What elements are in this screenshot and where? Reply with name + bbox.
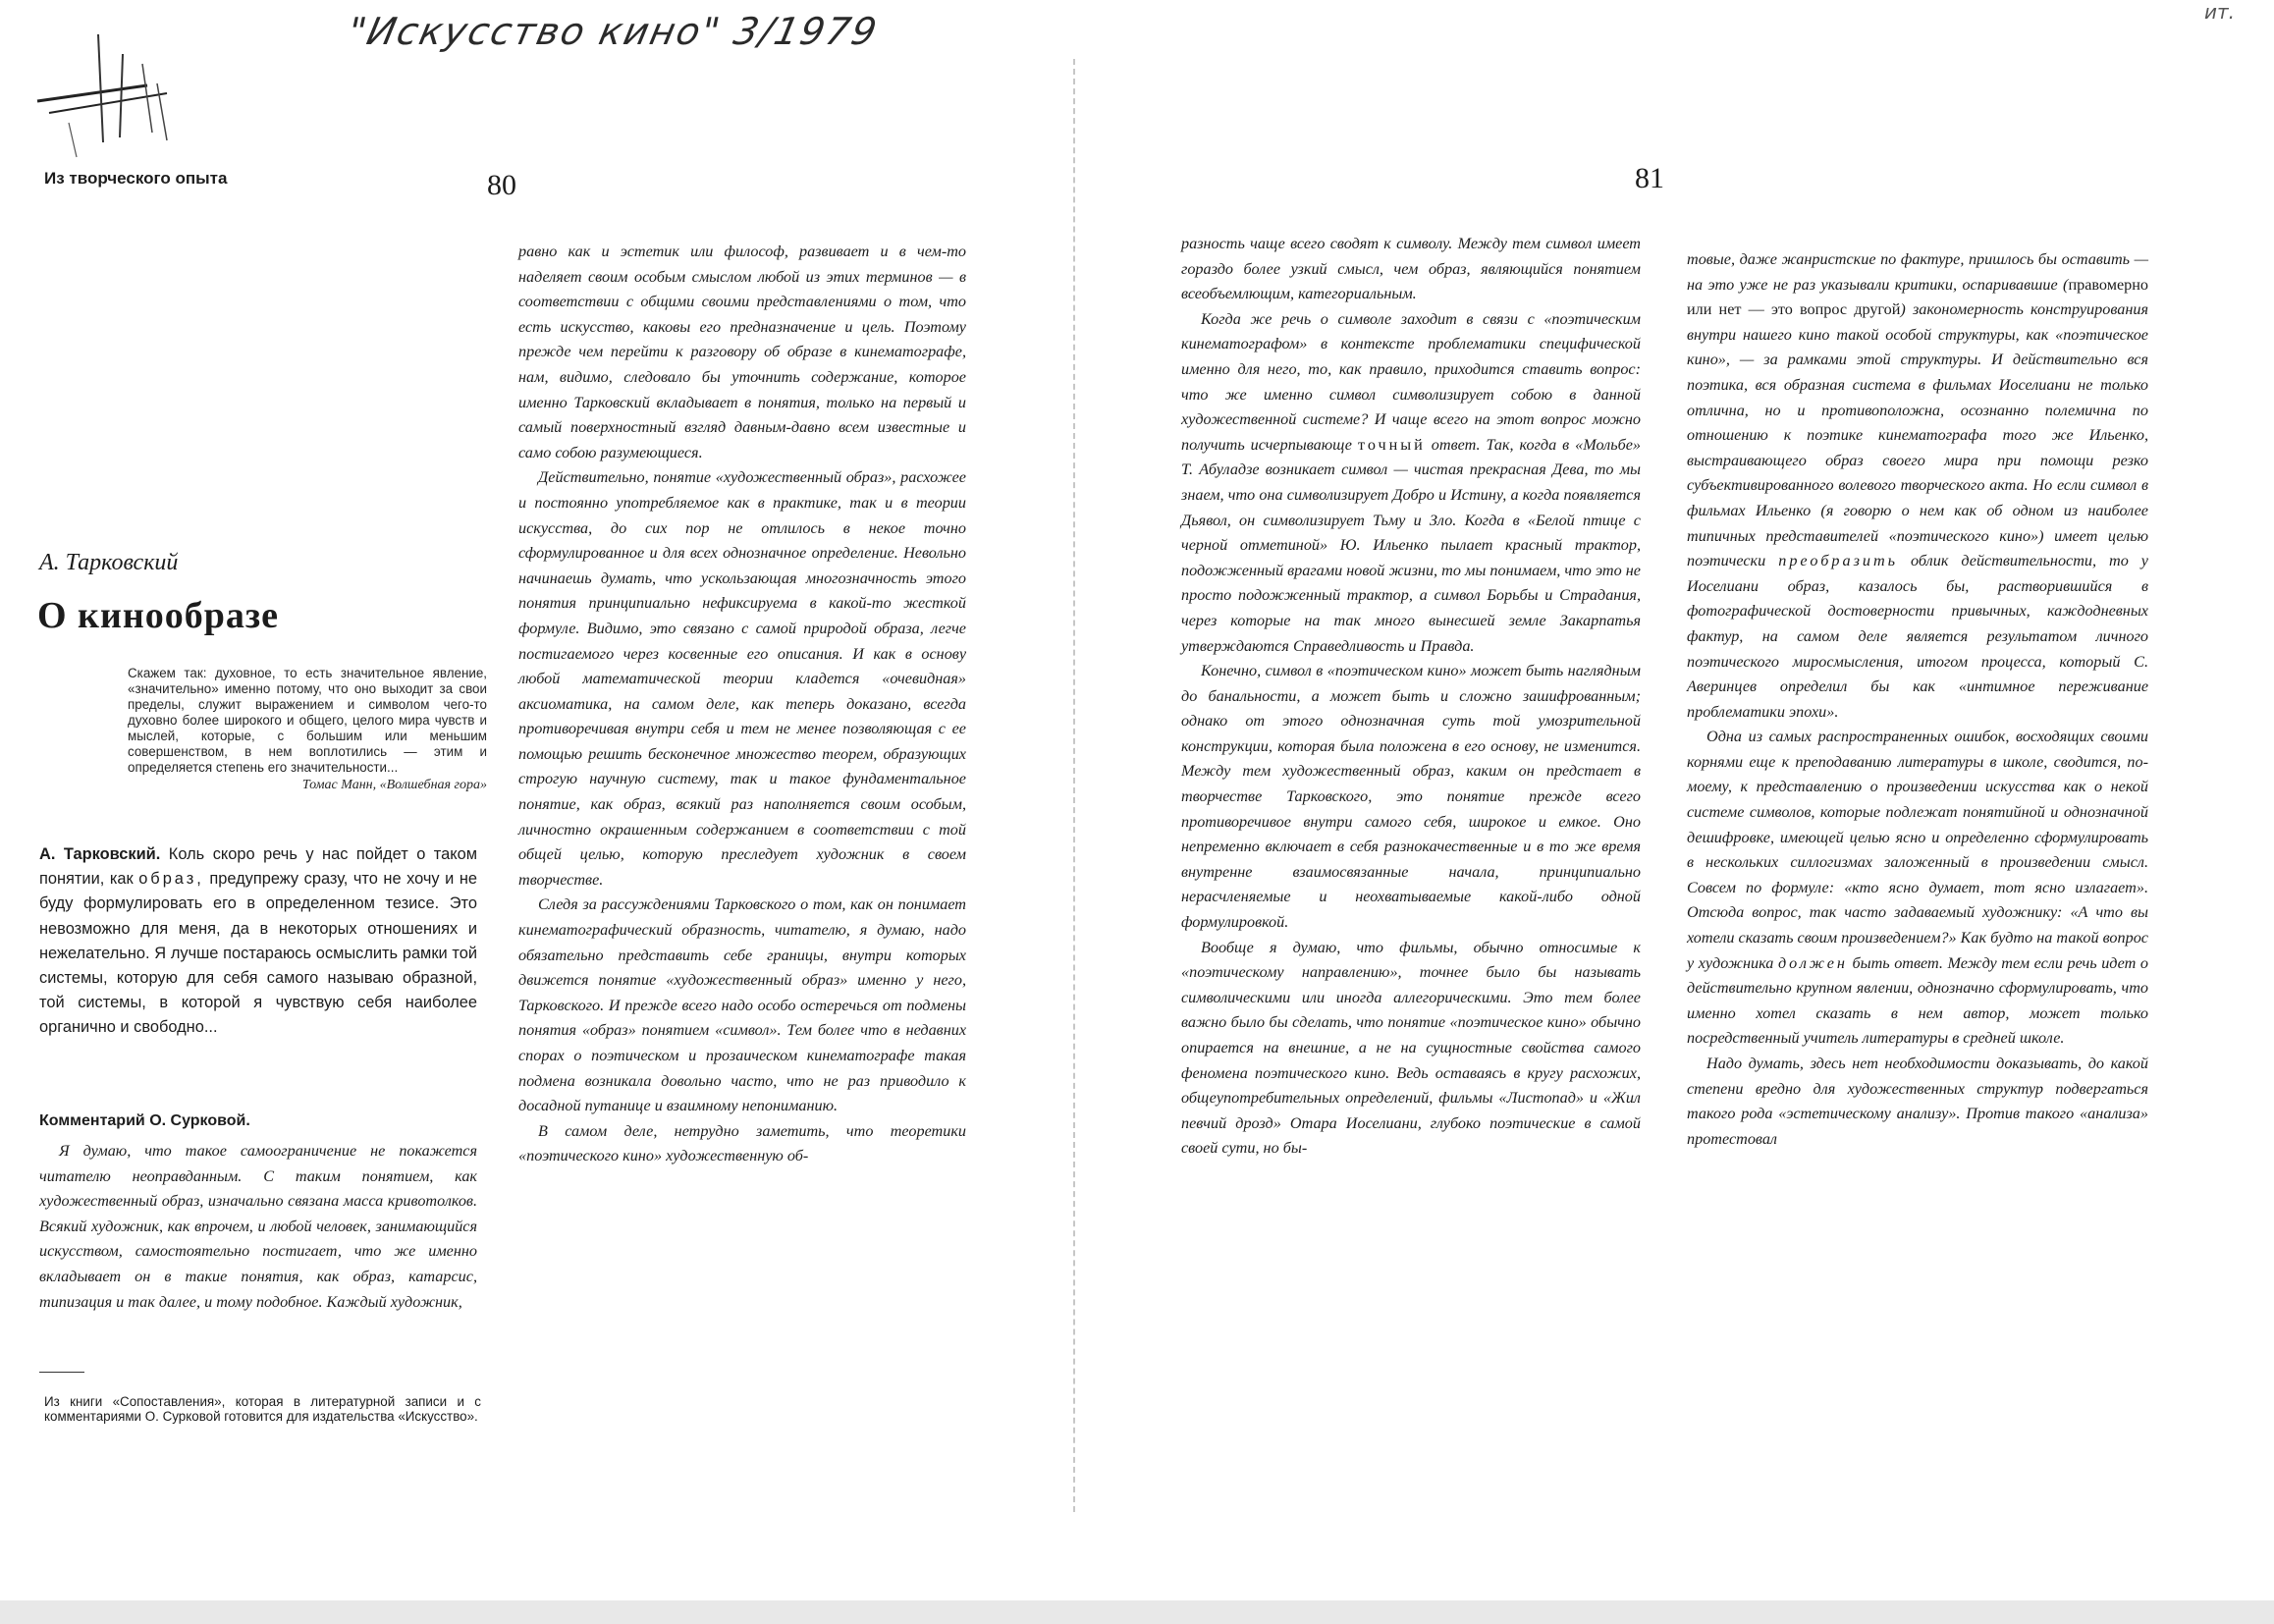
right-col2-paragraph: Надо думать, здесь нет необходимости доказывать, до какой степени вредно для художественных структур подвергаться такого рода «эстетическому анализу». Против такого «анализа» протестовал <box>1687 1055 2148 1148</box>
intro-text-a: Коль скоро речь у нас пойдет о таком понятии, как <box>39 845 477 889</box>
article-title: О кинообразе <box>37 595 280 636</box>
footnote-rule <box>39 1372 84 1373</box>
right-col1-paragraph: разность чаще всего сводят к символу. Между тем символ имеет гораздо более узкий смысл, чем образ, являющийся понятием всеобъемлющим, категориальным. <box>1181 235 1641 303</box>
page-gutter <box>1073 59 1078 1512</box>
spaced-word: преобразить <box>1778 552 1899 570</box>
spaced-word: точный <box>1357 435 1426 454</box>
section-label: Из творческого опыта <box>44 169 228 188</box>
page-number-right: 81 <box>1635 162 1664 194</box>
text-run: ) закономерность конструирования внутри нашего кино такой особой структуры, как «поэтическое кино», — за рамками этой структуры. И действительно вся поэтика, вся образная система в фильмах Иоселиани не только отлична, но и противоположна, осознанно полемична по отношению к поэтике кинематографа того же Ильенко, выстраивающего образ своего мира при помощи резко субъективированного волевого творческого акта. Но если символ в фильмах Ильенко (я говорю о нем как об одном из наиболее типичных представителей «поэтического кино») имеет целью поэтически <box>1687 300 2149 570</box>
intro-paragraph <box>39 842 477 1041</box>
right-col1-paragraph: Конечно, символ в «поэтическом кино» может быть наглядным до банальности, а может быть и сложно зашифрованным; однако от этого однозначная суть той умозрительной конструкции, которая была положена в его основу, не изменится. Между тем художественный образ, каким он предстает в творчестве Тарковского, это понятие прежде всего противоречивое внутри самого себя, широкое и емкое. Оно непременно включает в себя разнокачественные и в то же время внутренне взаимосвязанные начала, принципиально нерасчленяемые и неохватываемые какой-либо одной формулировкой. <box>1181 662 1641 932</box>
left-col2-paragraph: равно как и эстетик или философ, развивает и в чем-то наделяет своим особым смыслом любой из этих терминов — в соответствии с общими своими представлениями о том, что есть искусство, каковы его предназначение и цель. Поэтому прежде чем перейти к разговору об образе в кинематографе, нам, видимо, следовало бы уточнить содержание, которое именно Тарковский вкладывает в понятия, только на первый и самый поверхностный взгляд давным-давно всем известные и само собою разумеющиеся. <box>518 243 966 461</box>
intro-spaced-word: образ, <box>138 870 204 889</box>
right-page-column-2 <box>1687 247 2148 1152</box>
epigraph-text: Скажем так: духовное, то есть значительное явление, «значительно» именно потому, что оно выходит за свои пределы, служит выражением и символом чего-то духовно более широкого и общего, целого мира чувств и мыслей, которые, с большим или меньшим совершенством, в нем воплотились — этим и определяется степень его значительности... <box>128 666 487 775</box>
text-run: Когда же речь о символе заходит в связи с «поэтическим кинематографом» в контексте проблематики специфической именно для него, то, как правило, приходится ставить вопрос: что же именно символ символизирует собою в данной художественной системе? И чаще всего на этот вопрос можно получить исчерпывающе <box>1181 309 1641 454</box>
scan-bottom-edge <box>0 1600 2274 1624</box>
left-page-column-2 <box>518 240 966 1169</box>
intro-speaker: А. Тарковский. <box>39 845 161 863</box>
comment-heading: Комментарий О. Сурковой. <box>39 1112 250 1129</box>
text-run: Одна из самых распространенных ошибок, восходящих своими корнями еще к преподаванию литературы в школе, сводится, по-моему, к представлению о произведении искусства как о некой системе символов, которые подлежат понятийной и однозначной дешифровке, имеющей целью ясно и определенно сформулировать в нескольких силлогизмах заложенный в произведении смысл. Совсем по формуле: «кто ясно думает, тот ясно излагает». Отсюда вопрос, так часто задаваемый художнику: «А что вы хотели сказать своим произведением?» Как будто на такой вопрос у художника <box>1687 728 2148 972</box>
page-number-left: 80 <box>487 169 516 201</box>
left-col2-paragraph: Следя за рассуждениями Тарковского о том, как он понимает кинематографический образность, читателю, я думаю, надо обязательно представить себе границы, внутри которых движется понятие «художественный образ» именно у него, Тарковского. И прежде всего надо особо остеречься от подмены понятия «образ» понятием «символ». Тем более что в недавних спорах о поэтическом и прозаическом кинематографе такая подмена возникала довольно часто, что не раз приводило к досадной путанице и взаимному непониманию. <box>518 895 966 1115</box>
left-col2-paragraph: Действительно, понятие «художественный образ», расхожее и постоянно употребляемое как в практике, так и в теории искусства, до сих пор не отлилось в некое точно сформулированное и для всех однозначное определение. Невольно начинаешь думать, что ускользающая многозначность этого понятия принципиально нефиксируема в какой-то жесткой формуле. Видимо, это связано с самой природой образа, легче постигаемого через косвенные его описания. И как в основу любой математической теории кладется «очевидная» аксиоматика, на самом деле, как теперь доказано, всегда противоречивая внутри себя и тем не менее позволяющая с ее помощью решить бесконечное множество теорем, образующих строгую научную систему, так и такое фундаментальное понятие, как образ, всякий раз наполняется своим особым, личностно окрашенным содержанием в соответствии с той общей целью, которую преследует художник в своем творчестве. <box>518 468 966 889</box>
intro-text-b: предупрежу сразу, что не хочу и не буду формулировать его в определенном тезисе. Это невозможно для меня, да в некоторых отношениях и нежелательно. Я лучше постараюсь осмыслить рамки той системы, которую для себя самого называю образной, той системы, в которой я чувствую себя наиболее органично и свободно... <box>39 870 477 1037</box>
handwritten-source-note: "Искусство кино" 3/1979 <box>344 10 883 53</box>
right-col1-paragraph <box>1181 307 1641 659</box>
right-page <box>1080 0 2274 1624</box>
epigraph <box>128 666 487 793</box>
corner-mark: ит. <box>2203 0 2235 24</box>
left-col2-paragraph: В самом деле, нетрудно заметить, что теоретики «поэтического кино» художественную об- <box>518 1121 966 1165</box>
right-col2-paragraph <box>1687 725 2148 1052</box>
right-col1-paragraph: Вообще я думаю, что фильмы, обычно относимые к «поэтическому направлению», точнее было бы называть символическими или иногда аллегорическими. Это тем более важно было бы сделать, что понятие «поэтическое кино» обычно опирается на внешние, а не на сущностные свойства самого феномена поэтического кино. Ведь оставаясь в кругу расхожих, общеупотребительных определений, фильмы «Листопад» и «Жил певчий дрозд» Отара Иоселиани, глубоко поэтические в самой своей сути, но бы- <box>1181 938 1641 1158</box>
footnote: Из книги «Сопоставления», которая в литературной записи и с комментариями О. Сурковой готовится для издательства «Искусство». <box>44 1394 481 1424</box>
upright-aside: правомерно или нет — это вопрос другой <box>1687 275 2148 319</box>
epigraph-source: Томас Манн, «Волшебная гора» <box>301 778 487 792</box>
comment-text: Я думаю, что такое самоограничение не покажется читателю неоправданным. С таким понятием, как художественный образ, изначально связана масса кривотолков. Всякий художник, как впрочем, и любой человек, занимающийся искусством, самостоятельно постигает, что же именно вкладывает он в такие понятия, как образ, катарсис, типизация и так далее, и тому подобное. Каждый художник, <box>39 1142 477 1311</box>
text-run: товые, даже жанристские по фактуре, пришлось бы оставить — на это уже не раз указывали критики, оспаривавшие ( <box>1687 250 2148 294</box>
text-run: быть ответ. Между тем если речь идет о действительно крупном явлении, однозначно сформулировать, что именно хотел сказать в нем автор, может только посредственный учитель литературы в средней школе. <box>1687 953 2148 1048</box>
article-author: А. Тарковский <box>39 550 179 575</box>
text-run: ответ. Так, когда в «Мольбе» Т. Абуладзе возникает символ — чистая прекрасная Дева, то мы знаем, что она символизирует Добро и Истину, а когда появляется Дьявол, он символизирует Тьму и Зло. Когда в «Белой птице с черной отметиной» Ю. Ильенко пылает красный трактор, подожженный врагами новой жизни, то мы понимаем, что это не просто подожженный трактор, а символ Борьбы и Страдания, через которые на так много вынесшей земле Закарпатья утверждаются Справедливость и Правда. <box>1181 435 1642 655</box>
spaced-word: должен <box>1777 953 1848 972</box>
pen-scribble-mark <box>29 25 187 172</box>
right-col2-paragraph <box>1687 247 2148 725</box>
text-run: облик действительности, то у Иоселиани образ, казалось бы, растворившийся в фотографической достоверности привычных, каждодневных фактур, на самом деле является результатом личного поэтического миросмысления, итогом процесса, который С. Аверинцев определил бы как «интимное переживание проблематики эпохи». <box>1687 552 2148 721</box>
right-page-column-1 <box>1181 232 1641 1162</box>
comment-paragraph <box>39 1139 477 1315</box>
left-page <box>0 0 1080 1624</box>
